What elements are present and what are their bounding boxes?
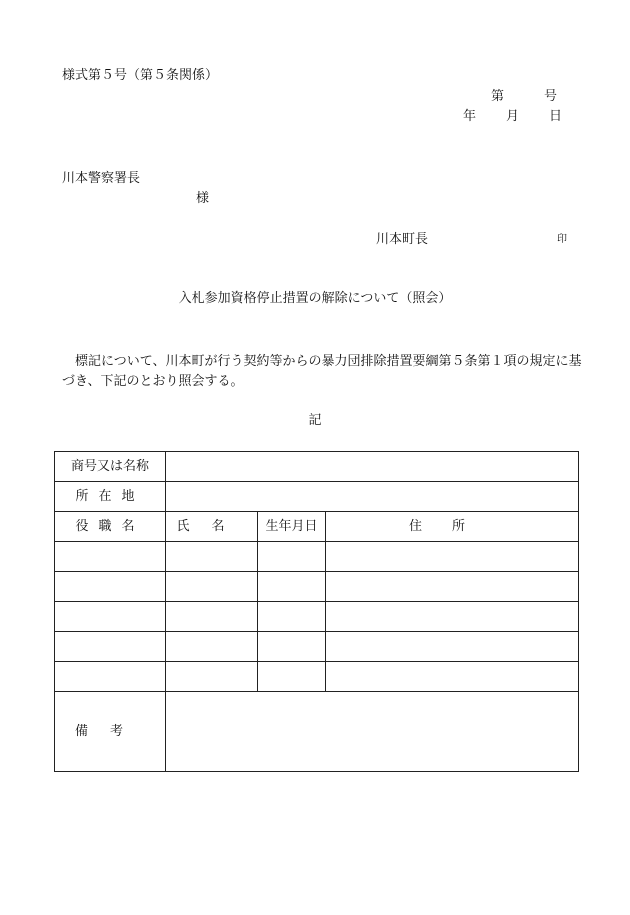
residence-cell[interactable] <box>326 542 579 572</box>
company-label: 商号又は名称 <box>55 452 166 482</box>
document-subject: 入札参加資格停止措置の解除について（照会） <box>178 291 452 306</box>
column-header-name: 氏名 <box>166 512 258 542</box>
name-cell[interactable] <box>166 632 258 662</box>
table-row <box>55 632 579 662</box>
company-value-cell[interactable] <box>166 452 579 482</box>
table-row-company <box>55 452 579 482</box>
date-day: 日 <box>549 109 563 124</box>
ki-heading: 記 <box>308 413 322 428</box>
document-number-line <box>491 90 557 103</box>
table-row <box>55 602 579 632</box>
body-text: 標記について、川本町が行う契約等からの暴力団排除措置要綱第５条第１項の規定に基づき、下記のとおり照会する。 <box>62 354 582 389</box>
column-header-residence: 住所 <box>326 512 579 542</box>
seal-mark: 印 <box>557 234 567 245</box>
position-cell[interactable] <box>55 542 166 572</box>
residence-cell[interactable] <box>326 632 579 662</box>
position-cell[interactable] <box>55 662 166 692</box>
remarks-label: 備考 <box>55 692 166 772</box>
name-cell[interactable] <box>166 602 258 632</box>
residence-cell[interactable] <box>326 602 579 632</box>
table-row-address <box>55 482 579 512</box>
residence-cell[interactable] <box>326 572 579 602</box>
table-header-row <box>55 512 579 542</box>
date-line <box>463 110 562 123</box>
body-paragraph <box>62 352 582 392</box>
address-value-cell[interactable] <box>166 482 579 512</box>
recipient-name: 川本警察署長 <box>62 171 141 186</box>
name-cell[interactable] <box>166 542 258 572</box>
position-cell[interactable] <box>55 602 166 632</box>
birthdate-cell[interactable] <box>258 662 326 692</box>
table-row-remarks <box>55 692 579 772</box>
name-cell[interactable] <box>166 662 258 692</box>
address-label: 所在地 <box>55 482 166 512</box>
position-cell[interactable] <box>55 632 166 662</box>
form-number: 様式第５号（第５条関係） <box>62 68 219 83</box>
name-cell[interactable] <box>166 572 258 602</box>
birthdate-cell[interactable] <box>258 572 326 602</box>
date-year: 年 <box>463 109 477 124</box>
column-header-birthdate: 生年月日 <box>258 512 326 542</box>
column-header-position: 役職名 <box>55 512 166 542</box>
date-month: 月 <box>506 109 520 124</box>
info-table <box>54 451 579 772</box>
recipient-honorific: 様 <box>196 191 210 206</box>
doc-number-suffix: 号 <box>544 89 558 104</box>
position-cell[interactable] <box>55 572 166 602</box>
birthdate-cell[interactable] <box>258 602 326 632</box>
table-row <box>55 662 579 692</box>
doc-number-prefix: 第 <box>491 89 505 104</box>
sender-name: 川本町長 <box>376 232 429 247</box>
birthdate-cell[interactable] <box>258 542 326 572</box>
table-row <box>55 572 579 602</box>
table-row <box>55 542 579 572</box>
remarks-value-cell[interactable] <box>166 692 579 772</box>
birthdate-cell[interactable] <box>258 632 326 662</box>
residence-cell[interactable] <box>326 662 579 692</box>
